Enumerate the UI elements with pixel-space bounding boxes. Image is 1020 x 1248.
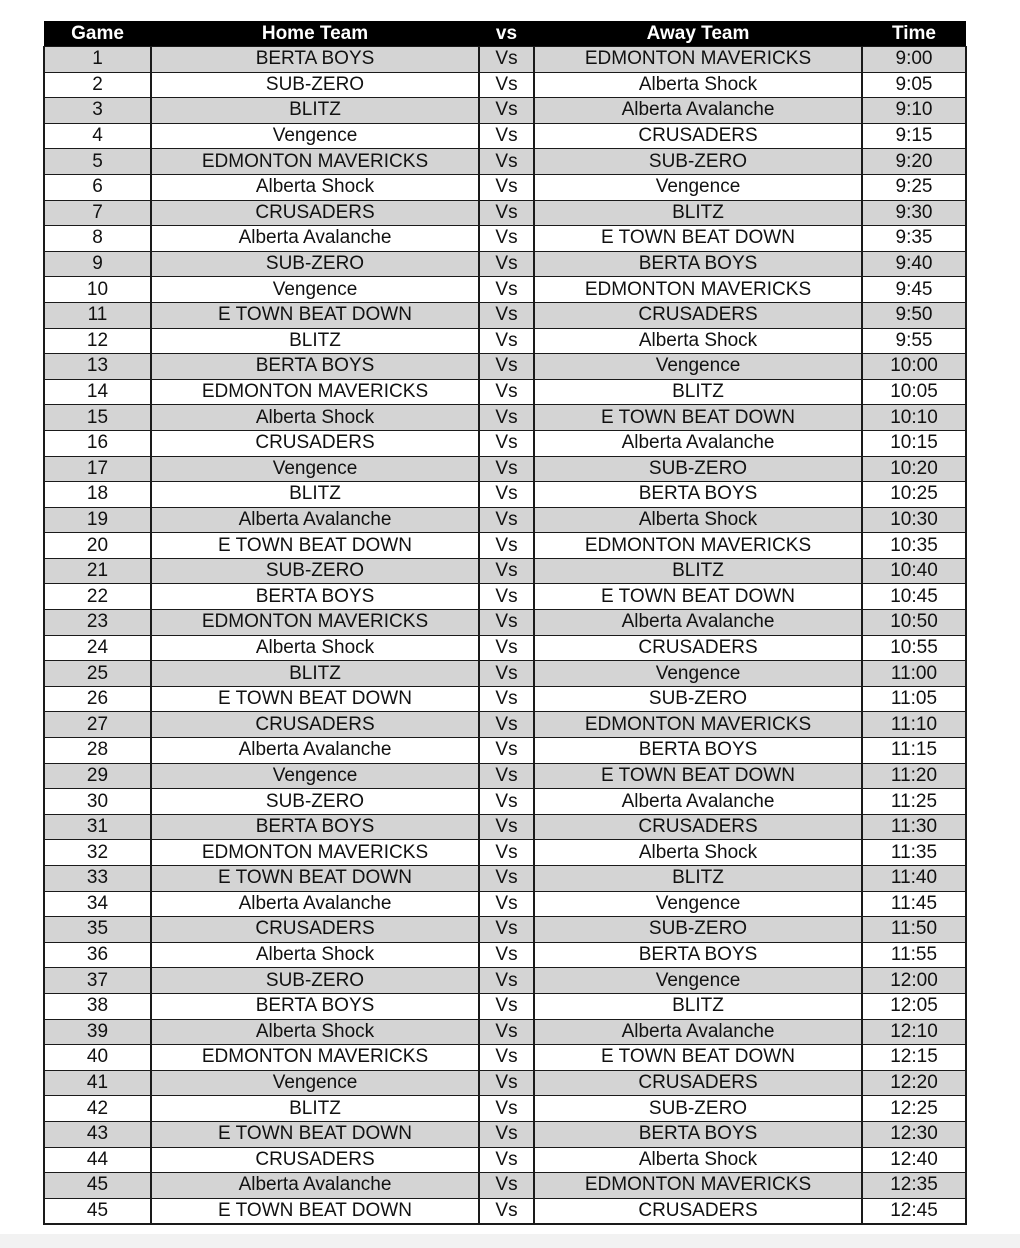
cell-vs: Vs bbox=[479, 1173, 534, 1199]
cell-home-team: BLITZ bbox=[151, 1096, 479, 1122]
cell-time: 10:20 bbox=[862, 456, 966, 482]
cell-away-team: Alberta Shock bbox=[534, 507, 862, 533]
table-row bbox=[44, 1198, 966, 1224]
cell-home-team: CRUSADERS bbox=[151, 430, 479, 456]
cell-time: 12:10 bbox=[862, 1019, 966, 1045]
cell-game: 21 bbox=[44, 558, 151, 584]
cell-home-team: BLITZ bbox=[151, 328, 479, 354]
cell-time: 10:10 bbox=[862, 405, 966, 431]
cell-home-team: Alberta Shock bbox=[151, 942, 479, 968]
table-row bbox=[44, 738, 966, 764]
table-row bbox=[44, 1019, 966, 1045]
cell-game: 37 bbox=[44, 968, 151, 994]
cell-time: 12:45 bbox=[862, 1198, 966, 1224]
cell-vs: Vs bbox=[479, 379, 534, 405]
table-row bbox=[44, 1147, 966, 1173]
cell-away-team: Vengence bbox=[534, 174, 862, 200]
cell-away-team: E TOWN BEAT DOWN bbox=[534, 584, 862, 610]
cell-game: 14 bbox=[44, 379, 151, 405]
cell-time: 9:10 bbox=[862, 98, 966, 124]
cell-game: 31 bbox=[44, 814, 151, 840]
cell-time: 10:40 bbox=[862, 558, 966, 584]
table-row bbox=[44, 686, 966, 712]
table-row bbox=[44, 379, 966, 405]
cell-away-team: CRUSADERS bbox=[534, 635, 862, 661]
cell-time: 11:20 bbox=[862, 763, 966, 789]
cell-away-team: BERTA BOYS bbox=[534, 251, 862, 277]
table-row bbox=[44, 328, 966, 354]
table-row bbox=[44, 942, 966, 968]
cell-away-team: Alberta Shock bbox=[534, 72, 862, 98]
cell-vs: Vs bbox=[479, 302, 534, 328]
cell-vs: Vs bbox=[479, 149, 534, 175]
cell-game: 43 bbox=[44, 1121, 151, 1147]
cell-game: 45 bbox=[44, 1173, 151, 1199]
header-vs: vs bbox=[479, 21, 534, 47]
cell-vs: Vs bbox=[479, 993, 534, 1019]
cell-game: 38 bbox=[44, 993, 151, 1019]
cell-time: 9:55 bbox=[862, 328, 966, 354]
cell-vs: Vs bbox=[479, 789, 534, 815]
cell-time: 12:15 bbox=[862, 1045, 966, 1071]
cell-home-team: BLITZ bbox=[151, 482, 479, 508]
cell-game: 22 bbox=[44, 584, 151, 610]
cell-time: 10:45 bbox=[862, 584, 966, 610]
table-row bbox=[44, 891, 966, 917]
cell-away-team: Vengence bbox=[534, 891, 862, 917]
cell-time: 9:40 bbox=[862, 251, 966, 277]
cell-away-team: BERTA BOYS bbox=[534, 1121, 862, 1147]
cell-home-team: BERTA BOYS bbox=[151, 993, 479, 1019]
cell-home-team: Vengence bbox=[151, 277, 479, 303]
cell-home-team: BERTA BOYS bbox=[151, 47, 479, 73]
table-row bbox=[44, 917, 966, 943]
table-row bbox=[44, 277, 966, 303]
cell-home-team: Alberta Avalanche bbox=[151, 738, 479, 764]
cell-home-team: E TOWN BEAT DOWN bbox=[151, 866, 479, 892]
cell-away-team: SUB-ZERO bbox=[534, 149, 862, 175]
cell-away-team: EDMONTON MAVERICKS bbox=[534, 47, 862, 73]
cell-time: 9:50 bbox=[862, 302, 966, 328]
table-row bbox=[44, 763, 966, 789]
table-row bbox=[44, 1173, 966, 1199]
cell-home-team: EDMONTON MAVERICKS bbox=[151, 610, 479, 636]
cell-game: 11 bbox=[44, 302, 151, 328]
cell-home-team: E TOWN BEAT DOWN bbox=[151, 302, 479, 328]
cell-vs: Vs bbox=[479, 482, 534, 508]
cell-away-team: CRUSADERS bbox=[534, 1070, 862, 1096]
cell-game: 39 bbox=[44, 1019, 151, 1045]
cell-vs: Vs bbox=[479, 635, 534, 661]
cell-away-team: EDMONTON MAVERICKS bbox=[534, 712, 862, 738]
cell-away-team: BLITZ bbox=[534, 379, 862, 405]
cell-game: 44 bbox=[44, 1147, 151, 1173]
cell-time: 12:00 bbox=[862, 968, 966, 994]
cell-game: 45 bbox=[44, 1198, 151, 1224]
table-row bbox=[44, 1121, 966, 1147]
cell-home-team: EDMONTON MAVERICKS bbox=[151, 1045, 479, 1071]
cell-home-team: Alberta Shock bbox=[151, 405, 479, 431]
cell-vs: Vs bbox=[479, 328, 534, 354]
cell-vs: Vs bbox=[479, 533, 534, 559]
cell-time: 11:40 bbox=[862, 866, 966, 892]
cell-time: 9:15 bbox=[862, 123, 966, 149]
cell-away-team: E TOWN BEAT DOWN bbox=[534, 763, 862, 789]
cell-vs: Vs bbox=[479, 1070, 534, 1096]
cell-vs: Vs bbox=[479, 712, 534, 738]
table-row bbox=[44, 610, 966, 636]
cell-home-team: Alberta Avalanche bbox=[151, 226, 479, 252]
cell-away-team: Alberta Avalanche bbox=[534, 1019, 862, 1045]
table-row bbox=[44, 661, 966, 687]
cell-vs: Vs bbox=[479, 47, 534, 73]
cell-time: 11:30 bbox=[862, 814, 966, 840]
cell-away-team: BLITZ bbox=[534, 200, 862, 226]
cell-vs: Vs bbox=[479, 840, 534, 866]
cell-home-team: CRUSADERS bbox=[151, 712, 479, 738]
cell-vs: Vs bbox=[479, 123, 534, 149]
cell-home-team: BLITZ bbox=[151, 98, 479, 124]
cell-home-team: SUB-ZERO bbox=[151, 968, 479, 994]
cell-time: 10:05 bbox=[862, 379, 966, 405]
cell-game: 23 bbox=[44, 610, 151, 636]
cell-away-team: Alberta Shock bbox=[534, 840, 862, 866]
cell-time: 11:00 bbox=[862, 661, 966, 687]
cell-time: 12:25 bbox=[862, 1096, 966, 1122]
cell-away-team: Alberta Avalanche bbox=[534, 98, 862, 124]
cell-vs: Vs bbox=[479, 430, 534, 456]
table-row bbox=[44, 635, 966, 661]
header-home-team: Home Team bbox=[151, 21, 479, 47]
cell-away-team: E TOWN BEAT DOWN bbox=[534, 405, 862, 431]
cell-time: 10:50 bbox=[862, 610, 966, 636]
cell-vs: Vs bbox=[479, 1198, 534, 1224]
cell-game: 26 bbox=[44, 686, 151, 712]
cell-home-team: EDMONTON MAVERICKS bbox=[151, 149, 479, 175]
cell-time: 11:25 bbox=[862, 789, 966, 815]
cell-vs: Vs bbox=[479, 200, 534, 226]
cell-away-team: Alberta Avalanche bbox=[534, 430, 862, 456]
cell-vs: Vs bbox=[479, 277, 534, 303]
cell-time: 12:30 bbox=[862, 1121, 966, 1147]
cell-vs: Vs bbox=[479, 1045, 534, 1071]
cell-game: 41 bbox=[44, 1070, 151, 1096]
cell-away-team: Alberta Shock bbox=[534, 328, 862, 354]
cell-time: 10:30 bbox=[862, 507, 966, 533]
table-header bbox=[44, 21, 966, 47]
table-row bbox=[44, 866, 966, 892]
cell-time: 11:35 bbox=[862, 840, 966, 866]
cell-home-team: Alberta Avalanche bbox=[151, 891, 479, 917]
cell-home-team: Vengence bbox=[151, 1070, 479, 1096]
cell-time: 9:30 bbox=[862, 200, 966, 226]
cell-game: 15 bbox=[44, 405, 151, 431]
cell-vs: Vs bbox=[479, 866, 534, 892]
header-game: Game bbox=[44, 21, 151, 47]
page-bottom-margin bbox=[0, 1234, 1020, 1248]
cell-vs: Vs bbox=[479, 1121, 534, 1147]
cell-time: 11:05 bbox=[862, 686, 966, 712]
cell-time: 9:45 bbox=[862, 277, 966, 303]
cell-game: 12 bbox=[44, 328, 151, 354]
table-row bbox=[44, 584, 966, 610]
table-row bbox=[44, 430, 966, 456]
cell-game: 30 bbox=[44, 789, 151, 815]
cell-time: 11:10 bbox=[862, 712, 966, 738]
cell-away-team: SUB-ZERO bbox=[534, 456, 862, 482]
cell-away-team: EDMONTON MAVERICKS bbox=[534, 533, 862, 559]
table-row bbox=[44, 251, 966, 277]
cell-game: 5 bbox=[44, 149, 151, 175]
table-row bbox=[44, 814, 966, 840]
cell-home-team: Alberta Shock bbox=[151, 635, 479, 661]
cell-away-team: Vengence bbox=[534, 354, 862, 380]
cell-home-team: Alberta Avalanche bbox=[151, 507, 479, 533]
header-away-team: Away Team bbox=[534, 21, 862, 47]
cell-game: 32 bbox=[44, 840, 151, 866]
cell-vs: Vs bbox=[479, 814, 534, 840]
table-row bbox=[44, 354, 966, 380]
cell-vs: Vs bbox=[479, 686, 534, 712]
cell-away-team: Alberta Avalanche bbox=[534, 789, 862, 815]
cell-time: 11:15 bbox=[862, 738, 966, 764]
cell-game: 27 bbox=[44, 712, 151, 738]
cell-time: 12:40 bbox=[862, 1147, 966, 1173]
cell-game: 10 bbox=[44, 277, 151, 303]
cell-game: 40 bbox=[44, 1045, 151, 1071]
table-row bbox=[44, 405, 966, 431]
table-row bbox=[44, 456, 966, 482]
cell-time: 9:35 bbox=[862, 226, 966, 252]
cell-vs: Vs bbox=[479, 507, 534, 533]
cell-time: 10:55 bbox=[862, 635, 966, 661]
cell-away-team: Alberta Shock bbox=[534, 1147, 862, 1173]
cell-game: 20 bbox=[44, 533, 151, 559]
cell-time: 11:50 bbox=[862, 917, 966, 943]
cell-time: 11:45 bbox=[862, 891, 966, 917]
cell-away-team: CRUSADERS bbox=[534, 1198, 862, 1224]
cell-away-team: Vengence bbox=[534, 661, 862, 687]
cell-home-team: EDMONTON MAVERICKS bbox=[151, 840, 479, 866]
table-row bbox=[44, 1096, 966, 1122]
cell-home-team: Alberta Shock bbox=[151, 1019, 479, 1045]
cell-home-team: Alberta Avalanche bbox=[151, 1173, 479, 1199]
table-row bbox=[44, 149, 966, 175]
cell-game: 4 bbox=[44, 123, 151, 149]
header-row bbox=[44, 21, 966, 47]
cell-vs: Vs bbox=[479, 1147, 534, 1173]
table-row bbox=[44, 968, 966, 994]
cell-home-team: CRUSADERS bbox=[151, 1147, 479, 1173]
table-row bbox=[44, 789, 966, 815]
table-row bbox=[44, 123, 966, 149]
cell-game: 3 bbox=[44, 98, 151, 124]
table-row bbox=[44, 200, 966, 226]
cell-game: 13 bbox=[44, 354, 151, 380]
cell-vs: Vs bbox=[479, 456, 534, 482]
cell-time: 10:35 bbox=[862, 533, 966, 559]
cell-vs: Vs bbox=[479, 251, 534, 277]
cell-game: 7 bbox=[44, 200, 151, 226]
table-row bbox=[44, 47, 966, 73]
cell-vs: Vs bbox=[479, 405, 534, 431]
cell-time: 12:35 bbox=[862, 1173, 966, 1199]
cell-away-team: BLITZ bbox=[534, 558, 862, 584]
cell-home-team: E TOWN BEAT DOWN bbox=[151, 686, 479, 712]
table-row bbox=[44, 993, 966, 1019]
table-row bbox=[44, 1070, 966, 1096]
cell-home-team: SUB-ZERO bbox=[151, 251, 479, 277]
cell-home-team: BERTA BOYS bbox=[151, 584, 479, 610]
cell-time: 12:20 bbox=[862, 1070, 966, 1096]
cell-home-team: SUB-ZERO bbox=[151, 558, 479, 584]
table-row bbox=[44, 226, 966, 252]
cell-time: 9:00 bbox=[862, 47, 966, 73]
cell-game: 34 bbox=[44, 891, 151, 917]
cell-away-team: E TOWN BEAT DOWN bbox=[534, 226, 862, 252]
cell-game: 35 bbox=[44, 917, 151, 943]
cell-vs: Vs bbox=[479, 226, 534, 252]
cell-away-team: BLITZ bbox=[534, 993, 862, 1019]
table-body bbox=[44, 47, 966, 1225]
table-row bbox=[44, 302, 966, 328]
cell-time: 11:55 bbox=[862, 942, 966, 968]
cell-away-team: SUB-ZERO bbox=[534, 686, 862, 712]
cell-vs: Vs bbox=[479, 1019, 534, 1045]
cell-home-team: E TOWN BEAT DOWN bbox=[151, 1198, 479, 1224]
table-row bbox=[44, 98, 966, 124]
cell-time: 9:25 bbox=[862, 174, 966, 200]
cell-away-team: BERTA BOYS bbox=[534, 942, 862, 968]
cell-game: 36 bbox=[44, 942, 151, 968]
cell-vs: Vs bbox=[479, 661, 534, 687]
header-time: Time bbox=[862, 21, 966, 47]
cell-away-team: BLITZ bbox=[534, 866, 862, 892]
cell-home-team: E TOWN BEAT DOWN bbox=[151, 1121, 479, 1147]
table-row bbox=[44, 533, 966, 559]
cell-home-team: BERTA BOYS bbox=[151, 814, 479, 840]
cell-game: 33 bbox=[44, 866, 151, 892]
table-row bbox=[44, 507, 966, 533]
cell-game: 9 bbox=[44, 251, 151, 277]
cell-game: 24 bbox=[44, 635, 151, 661]
cell-home-team: SUB-ZERO bbox=[151, 789, 479, 815]
cell-game: 1 bbox=[44, 47, 151, 73]
cell-game: 17 bbox=[44, 456, 151, 482]
cell-vs: Vs bbox=[479, 763, 534, 789]
cell-time: 10:15 bbox=[862, 430, 966, 456]
table-row bbox=[44, 558, 966, 584]
cell-vs: Vs bbox=[479, 354, 534, 380]
cell-home-team: E TOWN BEAT DOWN bbox=[151, 533, 479, 559]
cell-vs: Vs bbox=[479, 584, 534, 610]
game-schedule-table bbox=[43, 21, 967, 1225]
cell-home-team: Vengence bbox=[151, 456, 479, 482]
cell-game: 8 bbox=[44, 226, 151, 252]
table-row bbox=[44, 72, 966, 98]
cell-away-team: SUB-ZERO bbox=[534, 1096, 862, 1122]
cell-away-team: Alberta Avalanche bbox=[534, 610, 862, 636]
cell-home-team: Vengence bbox=[151, 123, 479, 149]
cell-game: 28 bbox=[44, 738, 151, 764]
cell-game: 2 bbox=[44, 72, 151, 98]
cell-away-team: EDMONTON MAVERICKS bbox=[534, 277, 862, 303]
cell-away-team: CRUSADERS bbox=[534, 814, 862, 840]
cell-time: 9:20 bbox=[862, 149, 966, 175]
table-row bbox=[44, 712, 966, 738]
cell-away-team: E TOWN BEAT DOWN bbox=[534, 1045, 862, 1071]
cell-vs: Vs bbox=[479, 891, 534, 917]
table-row bbox=[44, 174, 966, 200]
table-row bbox=[44, 482, 966, 508]
cell-away-team: BERTA BOYS bbox=[534, 482, 862, 508]
cell-time: 10:00 bbox=[862, 354, 966, 380]
cell-vs: Vs bbox=[479, 1096, 534, 1122]
cell-game: 19 bbox=[44, 507, 151, 533]
cell-away-team: Vengence bbox=[534, 968, 862, 994]
cell-home-team: Alberta Shock bbox=[151, 174, 479, 200]
cell-home-team: CRUSADERS bbox=[151, 917, 479, 943]
cell-game: 25 bbox=[44, 661, 151, 687]
cell-vs: Vs bbox=[479, 98, 534, 124]
cell-vs: Vs bbox=[479, 174, 534, 200]
cell-vs: Vs bbox=[479, 738, 534, 764]
cell-away-team: BERTA BOYS bbox=[534, 738, 862, 764]
table-row bbox=[44, 1045, 966, 1071]
cell-home-team: EDMONTON MAVERICKS bbox=[151, 379, 479, 405]
cell-game: 29 bbox=[44, 763, 151, 789]
cell-vs: Vs bbox=[479, 610, 534, 636]
cell-vs: Vs bbox=[479, 558, 534, 584]
cell-away-team: SUB-ZERO bbox=[534, 917, 862, 943]
cell-away-team: CRUSADERS bbox=[534, 123, 862, 149]
cell-home-team: BERTA BOYS bbox=[151, 354, 479, 380]
cell-game: 16 bbox=[44, 430, 151, 456]
cell-game: 42 bbox=[44, 1096, 151, 1122]
cell-home-team: BLITZ bbox=[151, 661, 479, 687]
cell-away-team: CRUSADERS bbox=[534, 302, 862, 328]
cell-time: 10:25 bbox=[862, 482, 966, 508]
cell-away-team: EDMONTON MAVERICKS bbox=[534, 1173, 862, 1199]
cell-vs: Vs bbox=[479, 968, 534, 994]
cell-vs: Vs bbox=[479, 917, 534, 943]
cell-game: 6 bbox=[44, 174, 151, 200]
cell-home-team: SUB-ZERO bbox=[151, 72, 479, 98]
cell-vs: Vs bbox=[479, 72, 534, 98]
cell-home-team: Vengence bbox=[151, 763, 479, 789]
cell-home-team: CRUSADERS bbox=[151, 200, 479, 226]
table-row bbox=[44, 840, 966, 866]
cell-time: 9:05 bbox=[862, 72, 966, 98]
cell-time: 12:05 bbox=[862, 993, 966, 1019]
cell-game: 18 bbox=[44, 482, 151, 508]
cell-vs: Vs bbox=[479, 942, 534, 968]
